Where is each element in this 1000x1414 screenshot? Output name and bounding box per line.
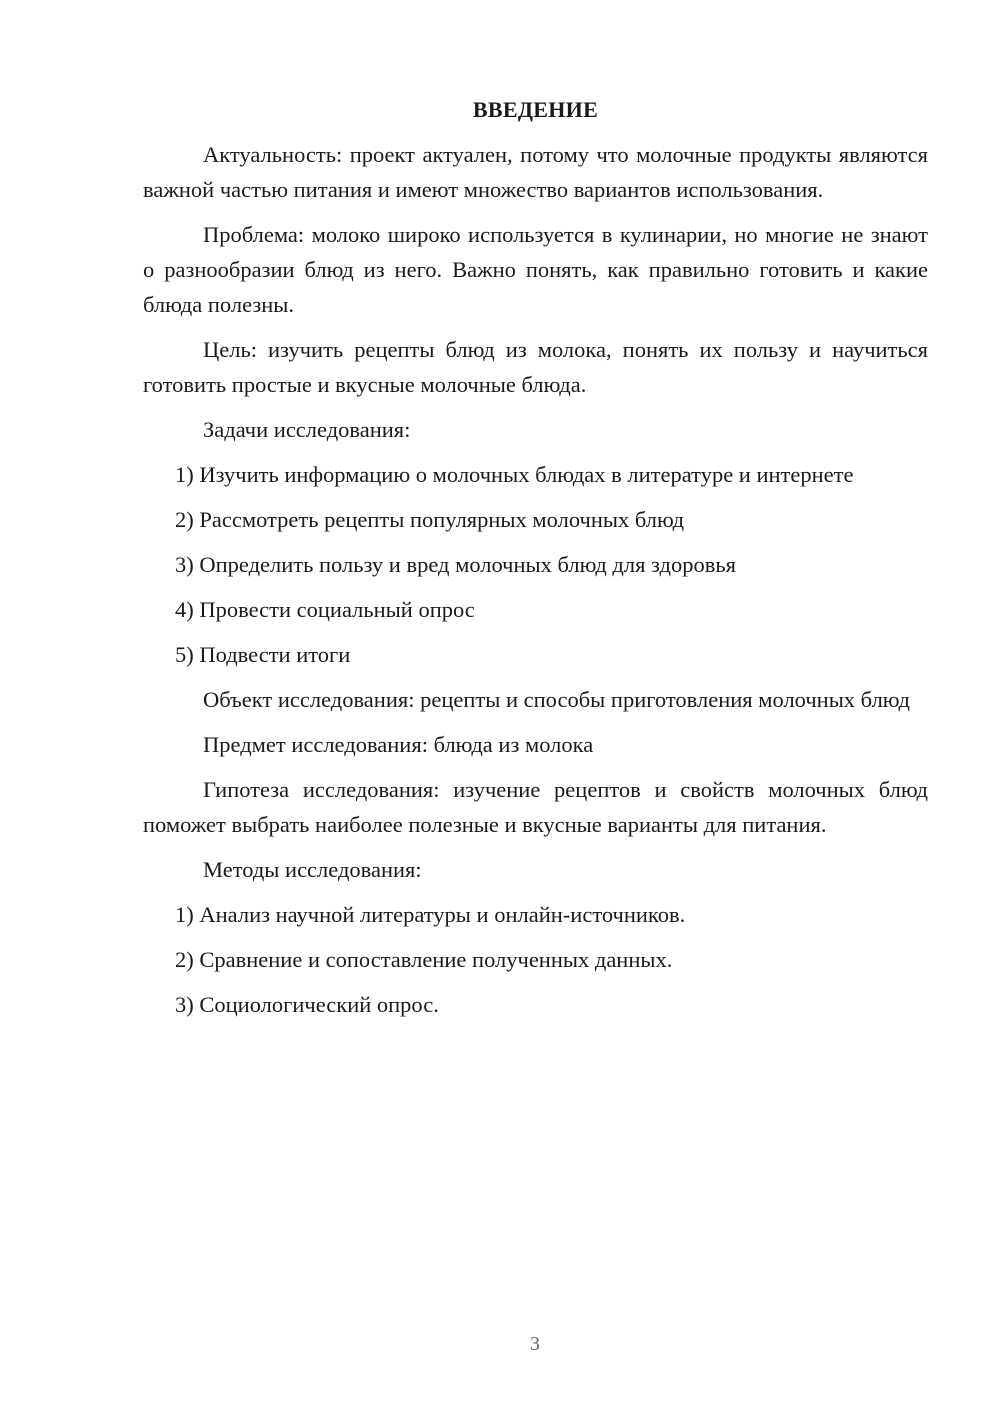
page-number: 3 bbox=[530, 1333, 540, 1355]
page-title: ВВЕДЕНИЕ bbox=[472, 97, 599, 122]
list-item: 3) Социологический опрос. bbox=[175, 992, 439, 1017]
hypothesis-paragraph: Гипотеза исследования: изучение рецептов и свойств молочных блюд поможет выбрать наиболее полезные и вкусные варианты для питания. bbox=[143, 777, 928, 837]
list-item: 4) Провести социальный опрос bbox=[175, 597, 475, 622]
object-paragraph: Объект исследования: рецепты и способы приготовления молочных блюд bbox=[203, 687, 910, 712]
list-item: 5) Подвести итоги bbox=[175, 642, 351, 667]
page-body bbox=[143, 92, 928, 1032]
methods-heading: Методы исследования: bbox=[203, 857, 422, 882]
goal-paragraph: Цель: изучить рецепты блюд из молока, понять их пользу и научиться готовить простые и вкусные молочные блюда. bbox=[143, 337, 928, 397]
list-item: 1) Анализ научной литературы и онлайн-источников. bbox=[175, 902, 686, 927]
list-item: 3) Определить пользу и вред молочных блюд для здоровья bbox=[175, 552, 736, 577]
methods-list bbox=[143, 897, 928, 1022]
subject-paragraph: Предмет исследования: блюда из молока bbox=[203, 732, 594, 757]
tasks-list bbox=[143, 457, 928, 672]
problem-paragraph: Проблема: молоко широко используется в кулинарии, но многие не знают о разнообразии блюд из него. Важно понять, как правильно готовить и какие блюда полезны. bbox=[143, 222, 928, 317]
tasks-heading: Задачи исследования: bbox=[203, 417, 411, 442]
relevance-paragraph: Актуальность: проект актуален, потому что молочные продукты являются важной частью питания и имеют множество вариантов использования. bbox=[143, 142, 928, 202]
list-item: 2) Сравнение и сопоставление полученных данных. bbox=[175, 947, 673, 972]
list-item: 1) Изучить информацию о молочных блюдах в литературе и интернете bbox=[175, 462, 854, 487]
list-item: 2) Рассмотреть рецепты популярных молочных блюд bbox=[175, 507, 685, 532]
